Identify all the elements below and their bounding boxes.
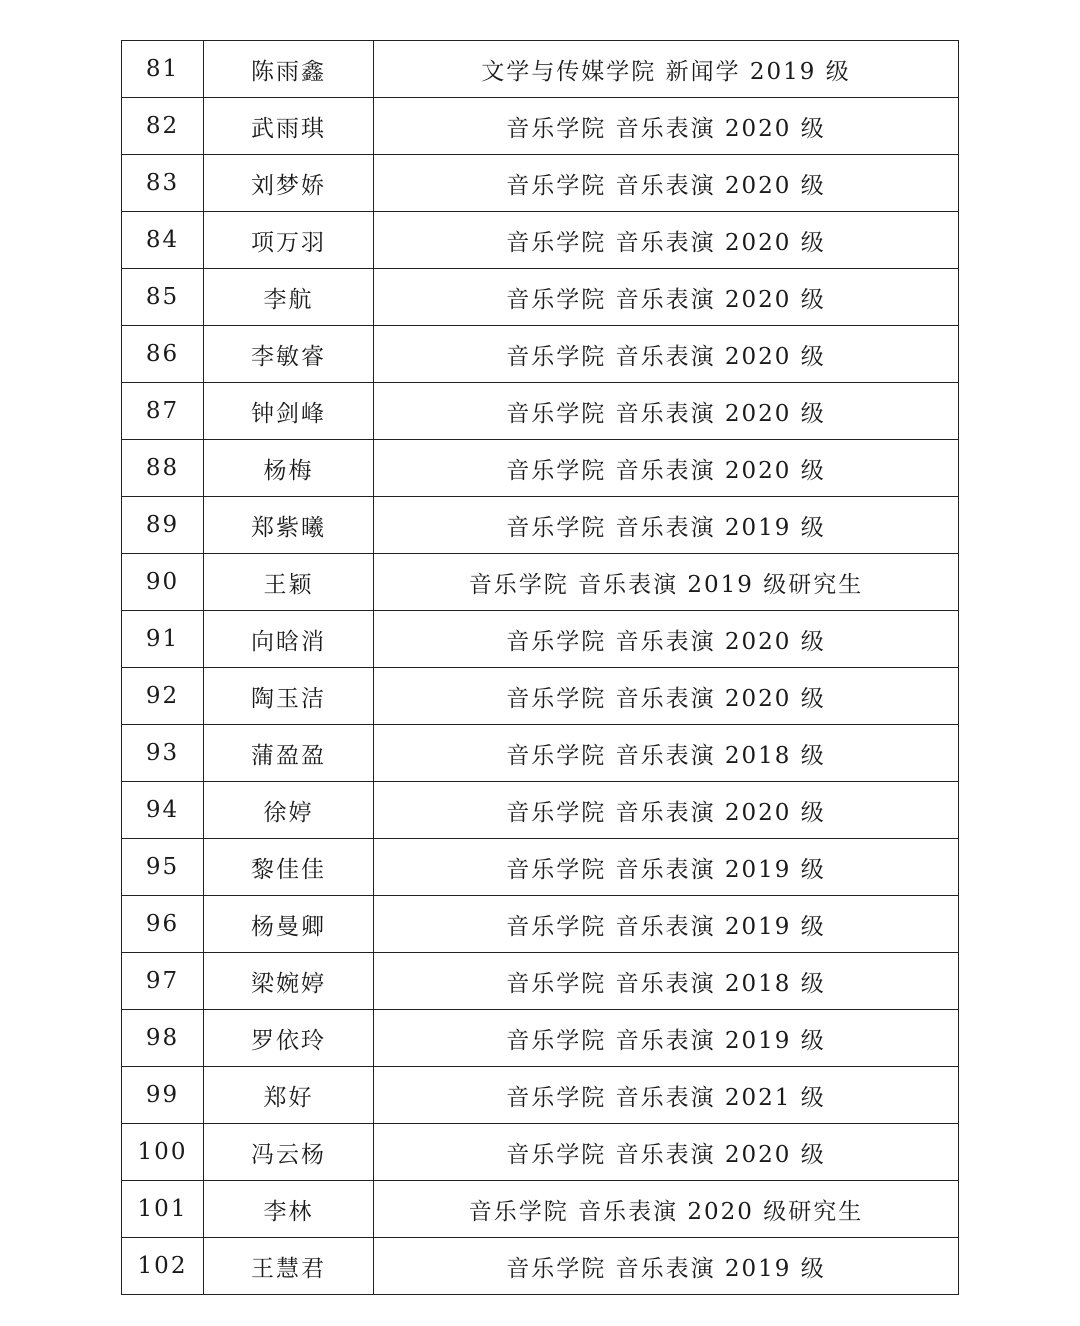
table-row <box>122 497 959 554</box>
row-number-cell: 97 <box>122 953 204 1010</box>
college-major-grade-cell: 音乐学院 音乐表演 2020 级 <box>374 155 959 212</box>
student-name-cell: 杨梅 <box>204 440 374 497</box>
college-major-grade-cell: 音乐学院 音乐表演 2021 级 <box>374 1067 959 1124</box>
table-row <box>122 611 959 668</box>
college-major-grade-cell: 音乐学院 音乐表演 2020 级 <box>374 668 959 725</box>
college-major-grade-cell: 音乐学院 音乐表演 2020 级 <box>374 98 959 155</box>
row-number-cell: 85 <box>122 269 204 326</box>
student-roster-table <box>121 40 959 1295</box>
table-row <box>122 269 959 326</box>
student-name-cell: 郑好 <box>204 1067 374 1124</box>
table-row <box>122 98 959 155</box>
college-major-grade-cell: 音乐学院 音乐表演 2019 级 <box>374 1010 959 1067</box>
table-row <box>122 782 959 839</box>
student-name-cell: 王颖 <box>204 554 374 611</box>
row-number-cell: 93 <box>122 725 204 782</box>
college-major-grade-cell: 音乐学院 音乐表演 2020 级 <box>374 383 959 440</box>
college-major-grade-cell: 音乐学院 音乐表演 2018 级 <box>374 725 959 782</box>
student-name-cell: 黎佳佳 <box>204 839 374 896</box>
row-number-cell: 96 <box>122 896 204 953</box>
row-number-cell: 84 <box>122 212 204 269</box>
student-name-cell: 向晗消 <box>204 611 374 668</box>
college-major-grade-cell: 音乐学院 音乐表演 2019 级 <box>374 839 959 896</box>
student-name-cell: 李敏睿 <box>204 326 374 383</box>
table-row <box>122 554 959 611</box>
row-number-cell: 83 <box>122 155 204 212</box>
table-row <box>122 953 959 1010</box>
student-name-cell: 郑紫曦 <box>204 497 374 554</box>
college-major-grade-cell: 音乐学院 音乐表演 2019 级研究生 <box>374 554 959 611</box>
row-number-cell: 90 <box>122 554 204 611</box>
student-name-cell: 徐婷 <box>204 782 374 839</box>
row-number-cell: 86 <box>122 326 204 383</box>
roster-body <box>122 41 959 1295</box>
table-row <box>122 212 959 269</box>
student-name-cell: 杨曼卿 <box>204 896 374 953</box>
student-name-cell: 刘梦娇 <box>204 155 374 212</box>
student-name-cell: 武雨琪 <box>204 98 374 155</box>
college-major-grade-cell: 音乐学院 音乐表演 2020 级 <box>374 326 959 383</box>
college-major-grade-cell: 音乐学院 音乐表演 2020 级 <box>374 212 959 269</box>
student-name-cell: 陈雨鑫 <box>204 41 374 98</box>
table-row <box>122 1010 959 1067</box>
row-number-cell: 88 <box>122 440 204 497</box>
row-number-cell: 100 <box>122 1124 204 1181</box>
student-name-cell: 冯云杨 <box>204 1124 374 1181</box>
table-row <box>122 1124 959 1181</box>
student-name-cell: 李林 <box>204 1181 374 1238</box>
college-major-grade-cell: 音乐学院 音乐表演 2018 级 <box>374 953 959 1010</box>
table-row <box>122 725 959 782</box>
table-row <box>122 896 959 953</box>
row-number-cell: 101 <box>122 1181 204 1238</box>
college-major-grade-cell: 音乐学院 音乐表演 2020 级 <box>374 611 959 668</box>
table-row <box>122 839 959 896</box>
college-major-grade-cell: 音乐学院 音乐表演 2020 级 <box>374 782 959 839</box>
row-number-cell: 95 <box>122 839 204 896</box>
college-major-grade-cell: 音乐学院 音乐表演 2019 级 <box>374 1238 959 1295</box>
table-row <box>122 1238 959 1295</box>
table-row <box>122 1067 959 1124</box>
row-number-cell: 89 <box>122 497 204 554</box>
table-row <box>122 41 959 98</box>
college-major-grade-cell: 音乐学院 音乐表演 2020 级 <box>374 440 959 497</box>
table-row <box>122 155 959 212</box>
college-major-grade-cell: 音乐学院 音乐表演 2020 级 <box>374 1124 959 1181</box>
college-major-grade-cell: 音乐学院 音乐表演 2019 级 <box>374 896 959 953</box>
student-name-cell: 蒲盈盈 <box>204 725 374 782</box>
college-major-grade-cell: 文学与传媒学院 新闻学 2019 级 <box>374 41 959 98</box>
row-number-cell: 99 <box>122 1067 204 1124</box>
row-number-cell: 81 <box>122 41 204 98</box>
college-major-grade-cell: 音乐学院 音乐表演 2019 级 <box>374 497 959 554</box>
table-row <box>122 383 959 440</box>
student-name-cell: 项万羽 <box>204 212 374 269</box>
student-name-cell: 梁婉婷 <box>204 953 374 1010</box>
row-number-cell: 98 <box>122 1010 204 1067</box>
row-number-cell: 92 <box>122 668 204 725</box>
row-number-cell: 102 <box>122 1238 204 1295</box>
student-name-cell: 王慧君 <box>204 1238 374 1295</box>
student-name-cell: 李航 <box>204 269 374 326</box>
table-row <box>122 326 959 383</box>
student-name-cell: 陶玉洁 <box>204 668 374 725</box>
row-number-cell: 82 <box>122 98 204 155</box>
college-major-grade-cell: 音乐学院 音乐表演 2020 级 <box>374 269 959 326</box>
row-number-cell: 87 <box>122 383 204 440</box>
table-row <box>122 1181 959 1238</box>
row-number-cell: 94 <box>122 782 204 839</box>
row-number-cell: 91 <box>122 611 204 668</box>
student-name-cell: 罗依玲 <box>204 1010 374 1067</box>
table-row <box>122 440 959 497</box>
college-major-grade-cell: 音乐学院 音乐表演 2020 级研究生 <box>374 1181 959 1238</box>
student-name-cell: 钟剑峰 <box>204 383 374 440</box>
table-row <box>122 668 959 725</box>
